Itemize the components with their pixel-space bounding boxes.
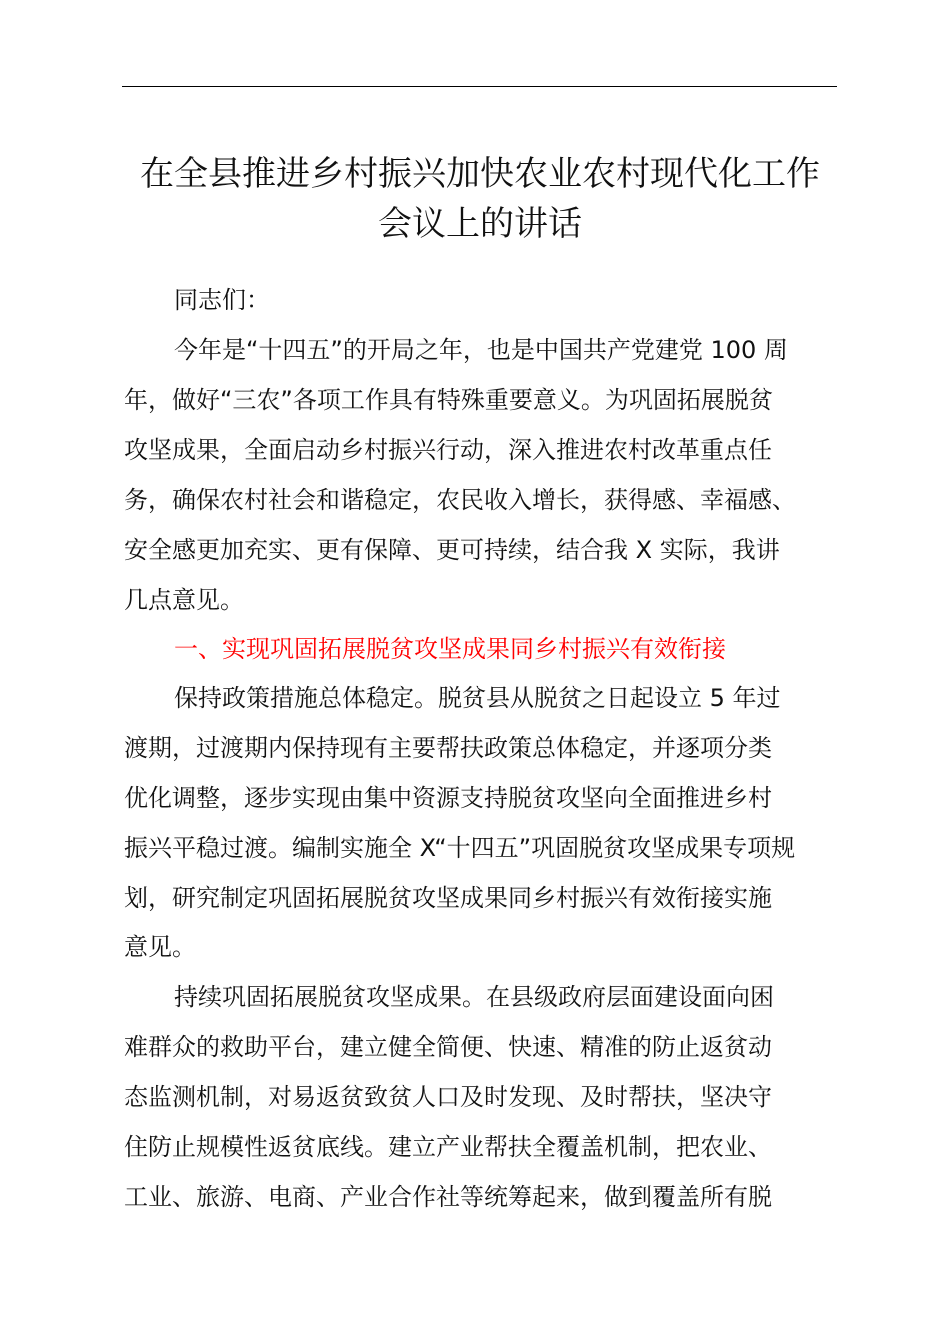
paragraph-1-line: 务，确保农村社会和谐稳定，农民收入增长，获得感、幸福感、 — [124, 486, 796, 514]
paragraph-3-line: 难群众的救助平台，建立健全简便、快速、精准的防止返贫动 — [124, 1033, 772, 1061]
paragraph-3-line: 持续巩固拓展脱贫攻坚成果。在县级政府层面建设面向困 — [174, 983, 774, 1011]
paragraph-1-line: 安全感更加充实、更有保障、更可持续，结合我 X 实际，我讲 — [124, 536, 780, 564]
paragraph-2-line: 振兴平稳过渡。编制实施全 X“十四五”巩固脱贫攻坚成果专项规 — [124, 834, 796, 862]
greeting: 同志们： — [174, 286, 270, 314]
paragraph-3-line: 态监测机制，对易返贫致贫人口及时发现、及时帮扶，坚决守 — [124, 1083, 772, 1111]
section-heading-1: 一、实现巩固拓展脱贫攻坚成果同乡村振兴有效衔接 — [174, 635, 726, 663]
paragraph-3-line: 住防止规模性返贫底线。建立产业帮扶全覆盖机制，把农业、 — [124, 1133, 772, 1161]
paragraph-2-line: 意见。 — [124, 933, 196, 961]
paragraph-2-line: 优化调整，逐步实现由集中资源支持脱贫攻坚向全面推进乡村 — [124, 784, 772, 812]
paragraph-2-line: 保持政策措施总体稳定。脱贫县从脱贫之日起设立 5 年过 — [174, 684, 781, 712]
header-rule — [122, 86, 837, 87]
paragraph-2-line: 划，研究制定巩固拓展脱贫攻坚成果同乡村振兴有效衔接实施 — [124, 884, 772, 912]
document-title-line-1: 在全县推进乡村振兴加快农业农村现代化工作 — [140, 154, 820, 194]
paragraph-1-line: 年，做好“三农”各项工作具有特殊重要意义。为巩固拓展脱贫 — [124, 386, 773, 414]
paragraph-2-line: 渡期，过渡期内保持现有主要帮扶政策总体稳定，并逐项分类 — [124, 734, 772, 762]
paragraph-1-line: 几点意见。 — [124, 586, 244, 614]
paragraph-1-line: 今年是“十四五”的开局之年，也是中国共产党建党 100 周 — [174, 336, 788, 364]
document-title-line-2: 会议上的讲话 — [378, 204, 582, 244]
paragraph-3-line: 工业、旅游、电商、产业合作社等统筹起来，做到覆盖所有脱 — [124, 1183, 772, 1211]
paragraph-1-line: 攻坚成果，全面启动乡村振兴行动，深入推进农村改革重点任 — [124, 436, 772, 464]
